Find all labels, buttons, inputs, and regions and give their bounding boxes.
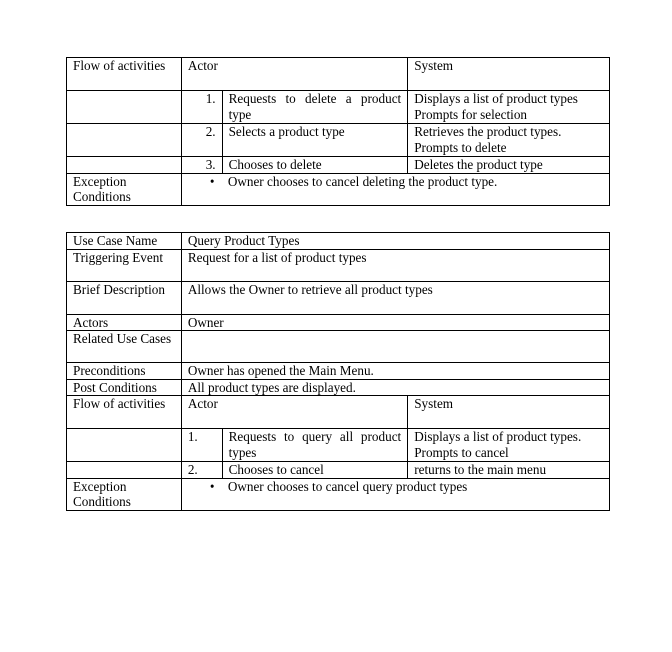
step-number: 2. — [181, 124, 222, 157]
step-system: returns to the main menu — [408, 462, 610, 479]
step-actor: Chooses to cancel — [222, 462, 408, 479]
flow-label: Flow of activities — [67, 58, 182, 91]
table-row — [67, 91, 610, 124]
actor-header: Actor — [181, 58, 407, 91]
table-row — [67, 379, 610, 396]
exception-text: Owner chooses to cancel query product types — [227, 478, 468, 494]
row-label: Preconditions — [67, 363, 182, 380]
flow-header-row — [67, 58, 610, 91]
row-value: Query Product Types — [181, 233, 609, 250]
bullet: • — [209, 173, 215, 189]
row-label: Brief Description — [67, 281, 182, 314]
step-system: Displays a list of product types Prompts for selection — [408, 91, 610, 124]
row-label: Triggering Event — [67, 249, 182, 281]
row-label: Related Use Cases — [67, 331, 182, 363]
step-system: Retrieves the product types. Prompts to delete — [408, 124, 610, 157]
row-label: Use Case Name — [67, 233, 182, 250]
flow-table-delete — [66, 57, 610, 206]
step-number: 2. — [181, 462, 222, 479]
row-value: Owner has opened the Main Menu. — [181, 363, 609, 380]
step-actor: Selects a product type — [222, 124, 408, 157]
row-value: Request for a list of product types — [181, 249, 609, 281]
use-case-table-query — [66, 232, 610, 511]
step-number: 3. — [181, 157, 222, 174]
table-row — [67, 249, 610, 281]
table-row — [67, 157, 610, 174]
exception-row — [67, 173, 610, 205]
exception-label: Exception Conditions — [67, 478, 182, 510]
exception-text: Owner chooses to cancel deleting the product type. — [227, 173, 498, 189]
step-actor: Requests to delete a product type — [222, 91, 408, 124]
table-row — [67, 429, 610, 462]
row-value: Owner — [181, 314, 609, 331]
exception-row — [67, 478, 610, 510]
table-row — [67, 233, 610, 250]
row-label: Actors — [67, 314, 182, 331]
step-system: Displays a list of product types. Prompts to cancel — [408, 429, 610, 462]
table-row — [67, 314, 610, 331]
table-row — [67, 331, 610, 363]
step-system: Deletes the product type — [408, 157, 610, 174]
flow-header-row — [67, 396, 610, 429]
step-actor: Requests to query all product types — [222, 429, 408, 462]
actor-header: Actor — [181, 396, 407, 429]
row-value — [181, 331, 609, 363]
table-row — [67, 281, 610, 314]
row-label: Post Conditions — [67, 379, 182, 396]
row-value: All product types are displayed. — [181, 379, 609, 396]
flow-label: Flow of activities — [67, 396, 182, 429]
system-header: System — [408, 58, 610, 91]
exception-label: Exception Conditions — [67, 173, 182, 205]
step-actor: Chooses to delete — [222, 157, 408, 174]
table-row — [67, 363, 610, 380]
bullet: • — [209, 478, 215, 494]
step-number: 1. — [181, 91, 222, 124]
system-header: System — [408, 396, 610, 429]
row-value: Allows the Owner to retrieve all product types — [181, 281, 609, 314]
step-number: 1. — [181, 429, 222, 462]
table-row — [67, 462, 610, 479]
table-row — [67, 124, 610, 157]
